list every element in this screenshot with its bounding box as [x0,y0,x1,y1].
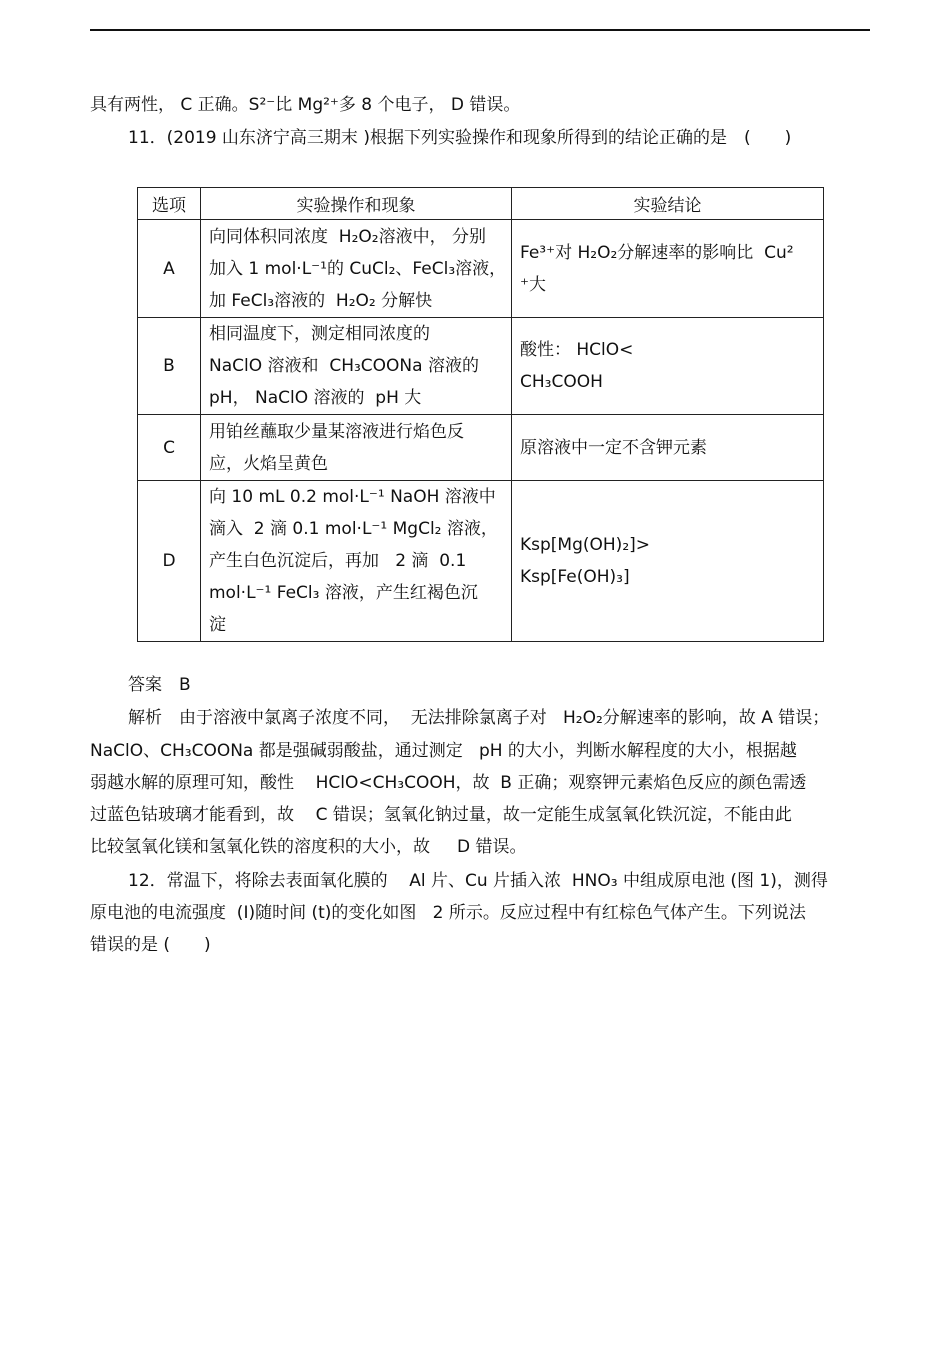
cell-line: 应，火焰呈黄色 [209,453,328,474]
prev-answer-tail: 具有两性， C 正确。S²⁻比 Mg²⁺多 8 个电子， D 错误。 [90,95,521,115]
cell-line: 加入 1 mol·L⁻¹的 CuCl₂、FeCl₃溶液， [209,258,507,279]
row-operation [201,318,512,415]
row-conclusion [512,318,824,415]
row-conclusion [512,220,824,318]
cell-line: CH₃COOH [520,372,603,392]
table-row [138,220,824,318]
question-11: 11．(2019 山东济宁高三期末 )根据下列实验操作和现象所得到的结论正确的是 ( ) [128,128,792,148]
cell-line: 向同体积同浓度 H₂O₂溶液中， 分别 [209,226,487,247]
question-12-line: 错误的是 ( ) [90,935,211,955]
header-option: 选项 [138,188,201,220]
row-conclusion [512,415,824,481]
question-12-line: 原电池的电流强度 (I)随时间 (t)的变化如图 2 所示。反应过程中有红棕色气体产生。下列说法 [90,903,806,923]
header-rule [90,29,870,31]
row-option: C [138,415,201,481]
cell-line: 产生白色沉淀后，再加 2 滴 0.1 [209,551,467,571]
cell-line: 相同温度下，测定相同浓度的 [209,324,430,344]
analysis-line: 解析 由于溶液中氯离子浓度不同， 无法排除氯离子对 H₂O₂分解速率的影响，故 A 错误； [128,708,830,728]
cell-line: pH， NaClO 溶液的 pH 大 [209,388,422,408]
row-conclusion [512,481,824,642]
cell-line: 原溶液中一定不含钾元素 [520,437,707,458]
analysis-line: 比较氢氧化镁和氢氧化铁的溶度积的大小，故 D 错误。 [90,837,527,857]
cell-line: Ksp[Fe(OH)₃] [520,567,630,587]
header-conclusion: 实验结论 [512,188,824,220]
cell-line: 用铂丝蘸取少量某溶液进行焰色反 [209,421,464,442]
cell-line: ⁺大 [520,274,546,295]
cell-line: NaClO 溶液和 CH₃COONa 溶液的 [209,356,479,376]
analysis-line: NaClO、CH₃COONa 都是强碱弱酸盐，通过测定 pH 的大小，判断水解程度的大小，根据越 [90,741,797,761]
row-operation [201,481,512,642]
header-operation: 实验操作和现象 [201,188,512,220]
experiment-table [137,187,824,642]
cell-line: mol·L⁻¹ FeCl₃ 溶液，产生红褐色沉 [209,583,478,603]
table-row [138,481,824,642]
row-operation [201,220,512,318]
cell-line: 向 10 mL 0.2 mol·L⁻¹ NaOH 溶液中 [209,487,496,507]
row-operation [201,415,512,481]
row-option: B [138,318,201,415]
question-12-line: 12．常温下，将除去表面氧化膜的 Al 片、Cu 片插入浓 HNO₃ 中组成原电池 (图 1)，测得 [128,871,828,891]
cell-line: 滴入 2 滴 0.1 mol·L⁻¹ MgCl₂ 溶液， [209,519,498,539]
row-option: A [138,220,201,318]
analysis-line: 过蓝色钴玻璃才能看到，故 C 错误；氢氧化钠过量，故一定能生成氢氧化铁沉淀，不能由此 [90,805,792,825]
cell-line: 酸性： HClO< [520,340,634,360]
cell-line: Ksp[Mg(OH)₂]> [520,535,651,555]
cell-line: 淀 [209,615,226,635]
analysis-line: 弱越水解的原理可知，酸性 HClO<CH₃COOH，故 B 正确；观察钾元素焰色反应的颜色需透 [90,773,807,793]
table-row [138,318,824,415]
row-option: D [138,481,201,642]
table-row [138,415,824,481]
cell-line: 加 FeCl₃溶液的 H₂O₂ 分解快 [209,290,433,311]
cell-line: Fe³⁺对 H₂O₂分解速率的影响比 Cu² [520,242,794,263]
answer-line: 答案 B [128,675,191,695]
